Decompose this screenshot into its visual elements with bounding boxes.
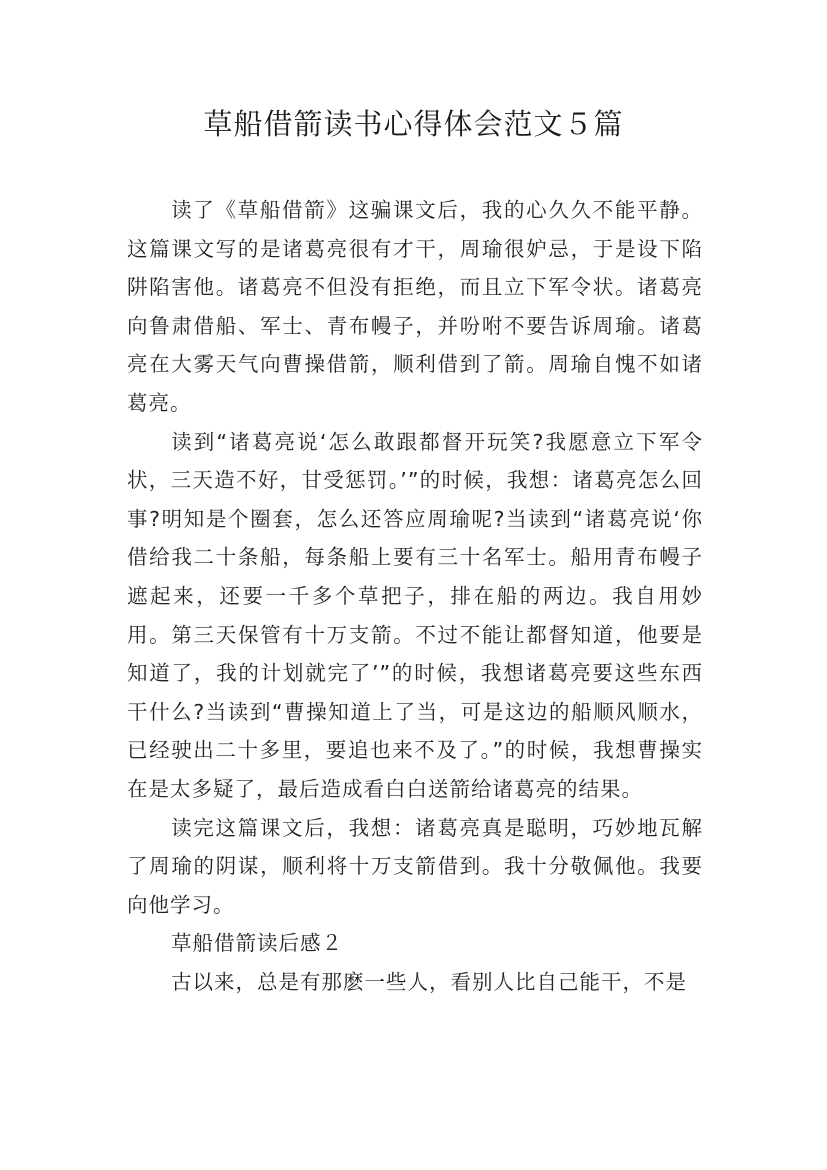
document-body [127,191,703,1001]
paragraph-3: 读完这篇课文后，我想：诸葛亮真是聪明，巧妙地瓦解了周瑜的阴谋，顺利将十万支箭借到。我十分敬佩他。我要向他学习。 [127,815,703,917]
section-heading: 草船借箭读后感２ [171,931,344,956]
paragraph-2: 读到“诸葛亮说‘怎么敢跟都督开玩笑?我愿意立下军令状，三天造不好，甘受惩罚。’”的时候，我想：诸葛亮怎么回事?明知是个圈套，怎么还答应周瑜呢?当读到“诸葛亮说‘你借给我二十条船，每条船上要有三十名军士。船用青布幔子遮起来，还要一千多个草把子，排在船的两边。我自用妙用。第三天保管有十万支箭。不过不能让都督知道，他要是知道了，我的计划就完了’”的时候，我想诸葛亮要这些东西干什么?当读到“曹操知道上了当，可是这边的船顺风顺水，已经驶出二十多里，要追也来不及了。”的时候，我想曹操实在是太多疑了，最后造成看白白送箭给诸葛亮的结果。 [127,429,703,801]
paragraph-1: 读了《草船借箭》这骗课文后，我的心久久不能平静。这篇课文写的是诸葛亮很有才干，周瑜很妒忌，于是设下陷阱陷害他。诸葛亮不但没有拒绝，而且立下军令状。诸葛亮向鲁肃借船、军士、青布幔子，并吩咐不要告诉周瑜。诸葛亮在大雾天气向曹操借箭，顺利借到了箭。周瑜自愧不如诸葛亮。 [127,198,703,415]
paragraph-4: 古以来，总是有那麽一些人，看别人比自己能干，不是 [171,969,688,994]
document-title: 草船借箭读书心得体会范文５篇 [203,107,624,141]
